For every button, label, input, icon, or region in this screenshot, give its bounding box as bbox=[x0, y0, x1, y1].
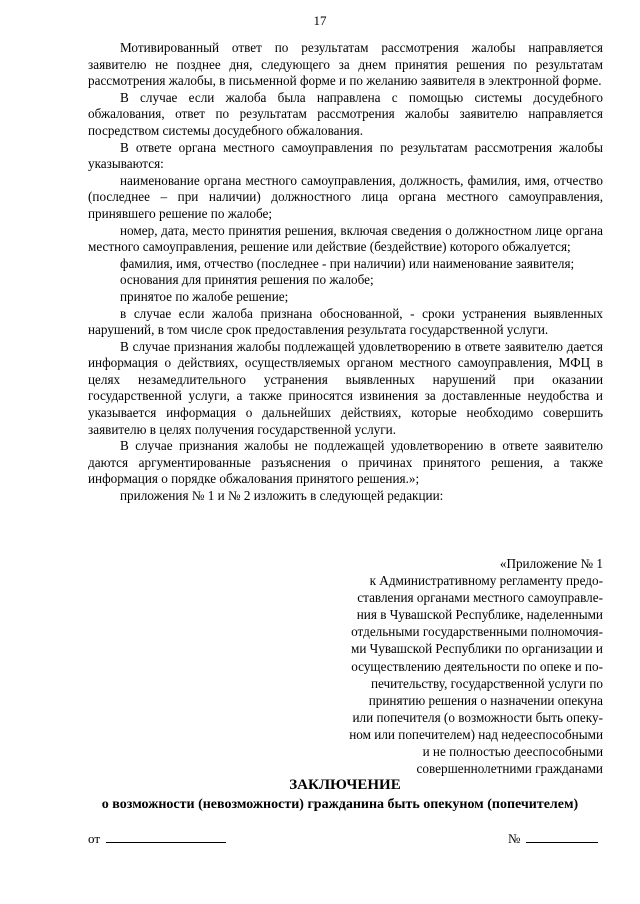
paragraph: Мотивированный ответ по результатам рассмотрения жалобы направляется заявителю не позднее дня, следующего за днем принятия решения по результатам рассмотрения жалобы, в письменной форме и по желанию заявителя в электронной форме. bbox=[88, 40, 603, 89]
document-title: ЗАКЛЮЧЕНИЕ bbox=[289, 777, 401, 793]
appendix-line: и не полностью дееспособными bbox=[422, 744, 603, 760]
appendix-line: ном или попечителем) над недееспособными bbox=[349, 726, 603, 742]
paragraph: В ответе органа местного самоуправления по результатам рассмотрения жалобы указываются: bbox=[88, 139, 603, 172]
list-item: номер, дата, место принятия решения, включая сведения о должностном лице органа местного самоуправления, решение или действие (бездействие) которого обжалуется; bbox=[88, 222, 603, 255]
appendix-line: или попечителя (о возможности быть опеку- bbox=[352, 709, 603, 725]
from-date-field bbox=[88, 831, 226, 847]
document-subtitle: о возможности (невозможности) гражданина быть опекуном (попечителем) bbox=[101, 797, 579, 812]
from-blank-line bbox=[106, 831, 226, 843]
list-item: в случае если жалоба признана обоснованной, - сроки устранения выявленных нарушений, в том числе срок предоставления результата государственной услуги. bbox=[88, 305, 603, 338]
list-item: принятое по жалобе решение; bbox=[120, 288, 289, 304]
number-field bbox=[508, 831, 598, 847]
paragraph: В случае признания жалобы не подлежащей удовлетворению в ответе заявителю даются аргументированные разъяснения о причинах принятого решения, а также информация о порядке обжалования принятого решения.»; bbox=[88, 438, 603, 487]
list-item: фамилия, имя, отчество (последнее - при наличии) или наименование заявителя; bbox=[120, 255, 575, 271]
paragraph: В случае если жалоба была направлена с помощью системы досудебного обжалования, ответ по результатам рассмотрения жалобы заявителю направляется посредством системы досудебного обжалования. bbox=[88, 89, 603, 138]
appendix-header bbox=[318, 555, 603, 777]
appendix-line: ми Чувашской Республики по организации и bbox=[350, 641, 603, 657]
appendix-line: к Административному регламенту предо- bbox=[369, 573, 603, 589]
appendix-line: осуществлению деятельности по опеке и по- bbox=[351, 658, 603, 674]
appendix-line: печительству, государственной услуги по bbox=[370, 675, 603, 691]
document-body bbox=[88, 40, 603, 505]
number-blank-line bbox=[526, 831, 598, 843]
list-item: основания для принятия решения по жалобе; bbox=[120, 272, 374, 288]
appendix-line: ставления органами местного самоуправле- bbox=[357, 590, 603, 606]
page-number: 17 bbox=[313, 13, 327, 28]
paragraph: приложения № 1 и № 2 изложить в следующей редакции: bbox=[120, 488, 444, 504]
appendix-line: «Приложение № 1 bbox=[499, 556, 603, 571]
appendix-line: ния в Чувашской Республике, наделенными bbox=[356, 607, 603, 623]
appendix-line: принятию решения о назначении опекуна bbox=[368, 692, 603, 708]
paragraph: В случае признания жалобы подлежащей удовлетворению в ответе заявителю дается информация о действиях, осуществляемых органом местного самоуправления, МФЦ в целях незамедлительного устранения выявленных нарушений при оказании государственной услуги, а также приносятся извинения за доставленные неудобства и указывается информация о дальнейших действиях, которые необходимо совершить заявителю в целях получения государственной услуги. bbox=[88, 338, 603, 437]
number-label: № bbox=[508, 831, 521, 846]
from-label: от bbox=[88, 831, 101, 846]
appendix-line: отдельными государственными полномочия- bbox=[351, 624, 603, 640]
appendix-line: совершеннолетними гражданами bbox=[416, 761, 603, 777]
list-item: наименование органа местного самоуправления, должность, фамилия, имя, отчество (последнее – при наличии) должностного лица органа местного самоуправления, принявшего решение по жалобе; bbox=[88, 172, 603, 221]
